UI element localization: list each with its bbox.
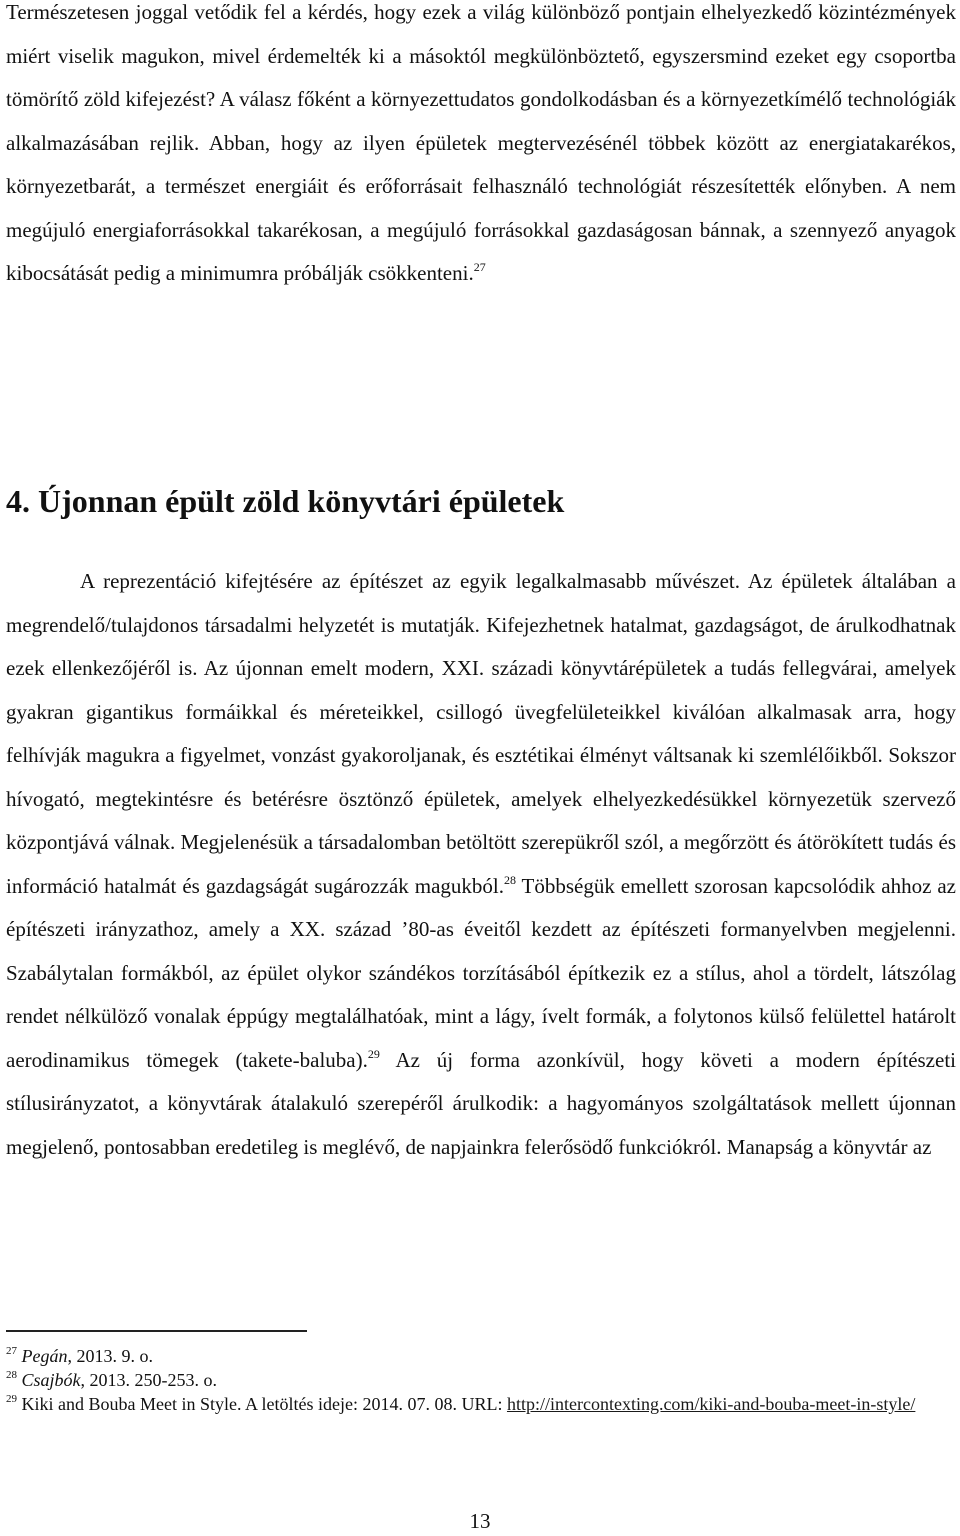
footnote-number: 27 (6, 1345, 17, 1357)
footnote-number: 29 (6, 1393, 17, 1405)
footnote-reference[interactable]: 27 (473, 260, 486, 274)
section-heading: 4. Újonnan épült zöld könyvtári épületek (6, 483, 565, 519)
footnote-author: Csajbók (21, 1370, 81, 1390)
footnote-number: 28 (6, 1369, 17, 1381)
footnote (6, 1392, 956, 1416)
footnote-text: , 2013. 250-253. o. (80, 1370, 218, 1390)
footnote-text: , 2013. 9. o. (67, 1346, 153, 1366)
footnote-author: Pegán (21, 1346, 68, 1366)
footnote (6, 1368, 956, 1392)
paragraph-text: Többségük emellett szorosan kapcsolódik ahhoz az építészeti irányzathoz, amely a XX. század ’80-as éveitől kezdett az építészeti formanyelvben megjelenni. Szabálytalan formákból, az épület olykor szándékos torzításából építkezik ez a stílus, ahol a tördelt, látszólag rendet nélkülöző vonalak éppúgy megtalálhatóak, mint a lágy, ívelt formák, a folytonos külső felülettel határolt aerodinamikus tömegek (takete-baluba). (6, 873, 956, 1072)
paragraph-text: A reprezentáció kifejtésére az építészet az egyik legalkalmasabb művészet. Az épületek általában a megrendelő/tulajdonos társadalmi helyzetét is mutatják. Kifejezhetnek hatalmat, gazdagságot, de árulkodhatnak ezek ellenkezőjéről is. Az újonnan emelt modern, XXI. századi könyvtárépületek a tudás fellegvárai, amelyek gyakran gigantikus formáikkal és méreteikkel, csillogó üvegfelületeikkel kiválóan alkalmasak arra, hogy felhívják magukra a figyelmet, vonzást gyakoroljanak, és esztétikai élményt váltsanak ki szemlélőikből. Sokszor hívogató, megtekintésre és betérésre ösztönző épületek, amelyek elhelyezkedésükkel környezetük szervező központjává válnak. Megjelenésük a társadalomban betöltött szerepükről szól, a megőrzött és átörökített tudás és információ hatalmát és gazdagságát sugározzák magukból. (6, 569, 956, 898)
footnote (6, 1344, 956, 1368)
footnote-url-link[interactable]: http://intercontexting.com/kiki-and-bouba-meet-in-style/ (506, 1394, 916, 1414)
paragraph-text: Természetesen joggal vetődik fel a kérdés, hogy ezek a világ különböző pontjain elhelyezkedő közintézmények miért viselik magukon, mivel érdemelték ki a másoktól megkülönböztető, egyszersmind ezeket egy csoportba tömörítő zöld kifejezést? A válasz főként a környezettudatos gondolkodásban és a környezetkímélő technológiák alkalmazásában rejlik. Abban, hogy az ilyen épületek megtervezésénél többek között az energiatakarékos, környezetbarát, a természet energiáit és erőforrásait felhasználó technológiát részesítették előnyben. A nem megújuló energiaforrásokkal takarékosan, a megújuló forrásokkal gazdaságosan bánnak, a szennyező anyagok kibocsátását pedig a minimumra próbálják csökkenteni. (6, 0, 956, 285)
footnotes (6, 1344, 956, 1416)
body-paragraph (6, 560, 956, 1169)
footnote-reference[interactable]: 28 (503, 872, 516, 887)
page-number: 13 (469, 1509, 491, 1533)
footnote-text: Kiki and Bouba Meet in Style. A letöltés ideje: 2014. 07. 08. URL: (21, 1394, 507, 1414)
body-paragraph (6, 0, 956, 296)
footnote-reference[interactable]: 29 (367, 1046, 380, 1061)
footnote-separator (6, 1330, 307, 1332)
paragraph-text: Az új forma azonkívül, hogy követi a modern építészeti stílusirányzatot, a könyvtárak átalakuló szerepéről árulkodik: a hagyományos szolgáltatások mellett újonnan megjelenő, pontosabban eredetileg is meglévő, de napjainkra felerősödő funkciókról. Manapság a könyvtár az (6, 1047, 956, 1159)
